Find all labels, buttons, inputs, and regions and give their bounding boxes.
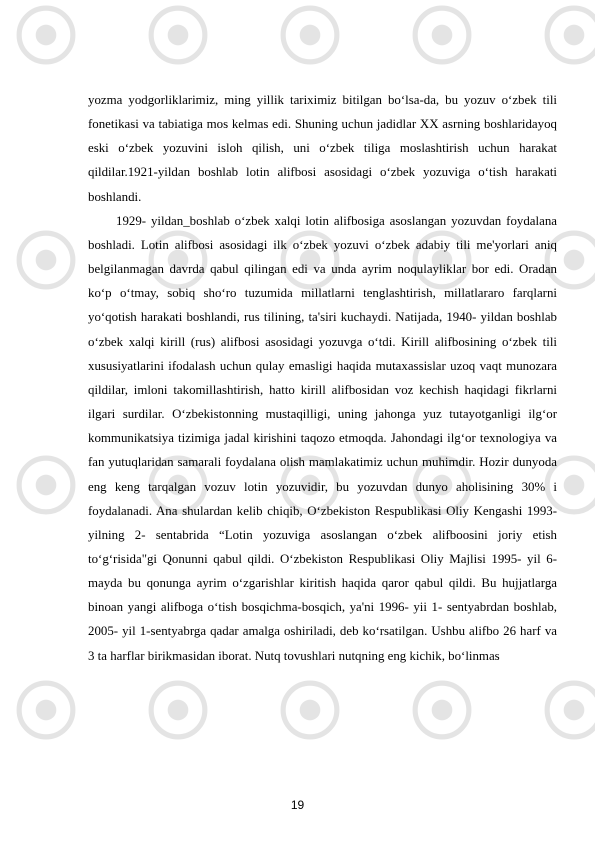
paragraph: 1929- yildan_boshlab o‘zbek xalqi lotin alifbosiga asoslangan yozuvdan foydalana boshladi. Lotin alifbosi asosidagi ilk o‘zbek yozuvi o‘zbek adabiy tili me'yorlari aniq belgilanmagan davrda qabul qilingan edi va unda ayrim noqulayliklar bor edi. Oradan ko‘p o‘tmay, sobiq sho‘ro tuzumida millatlarni tenglashtirish, millatlararo farqlarni yo‘qotish harakati boshlandi, rus tilining, ta'siri kuchaydi. Natijada, 1940- yildan boshlab o‘zbek xalqi kirill (rus) alifbosi asosidagi yozuvga o‘tdi. Kirill alifbosining o‘zbek tili xususiyatlarini ifodalash uchun qulay emasligi haqida mutaxassislar uzoq vaqt munozara qildilar, imloni takomillashtirish, hatto kirill alifbosidan voz kechish haqidagi fikrlarni ilgari surdilar. O‘zbekistonning mustaqilligi, uning jahonga yuz tutayotganligi ilg‘or kommunikatsiya tizimiga jadal kirishini taqozo etmoqda. Jahondagi ilg‘or texnologiya va fan yutuqlaridan samarali foydalana olish mamlakatimiz uchun muhimdir. Hozir dunyoda eng keng tarqalgan vozuv lotin yozuvidir, bu yozuvdan dunyo aholisining 30% i foydalanadi. Ana shulardan kelib chiqib, O‘zbekiston Respublikasi Oliy Kengashi 1993- yilning 2- sentabrida “Lotin yozuviga asoslangan o‘zbek alifboosini joriy etish to‘g‘risida"gi Qonunni qabul qildi. O‘zbekiston Respublikasi Oliy Majlisi 1995- yil 6- mayda bu qonunga ayrim o‘zgarishlar kiritish haqida qaror qabul qildi. Bu hujjatlarga binoan yangi alifboga o‘tish bosqichma-bosqich, ya'ni 1996- yii 1- sentyabrdan boshlab, 2005- yil 1-sentyabrga qadar amalga oshiriladi, deb ko‘rsatilgan. Ushbu alifbo 26 harf va 3 ta harflar birikmasidan iborat. Nutq tovushlari nutqning eng kichik, bo‘linmas (88, 213, 557, 663)
watermark-logo-icon (279, 4, 341, 66)
watermark-logo-icon (15, 679, 77, 741)
watermark-logo-icon (543, 4, 595, 66)
watermark-logo-icon (15, 454, 77, 516)
watermark-logo-icon (411, 4, 473, 66)
watermark-logo-icon (15, 229, 77, 291)
watermark-logo-icon (15, 4, 77, 66)
watermark-logo-icon (279, 679, 341, 741)
watermark-logo-icon (411, 679, 473, 741)
watermark-logo-icon (147, 679, 209, 741)
page-number: 19 (290, 798, 305, 812)
watermark-logo-icon (147, 4, 209, 66)
body-text (88, 88, 557, 668)
watermark-logo-icon (543, 679, 595, 741)
paragraph: yozma yodgorliklarimiz, ming yillik tariximiz bitilgan bo‘lsa-da, bu yozuv o‘zbek tili fonetikasi va tabiatiga mos kelmas edi. Shuning uchun jadidlar XX asrning boshlaridayoq eski o‘zbek yozuvini isloh qilish, uni o‘zbek tiliga moslashtirish uchun harakat qildilar.1921-yildan boshlab lotin alifbosi asosidagi o‘zbek yozuviga o‘tish harakati boshlandi. (88, 93, 557, 204)
